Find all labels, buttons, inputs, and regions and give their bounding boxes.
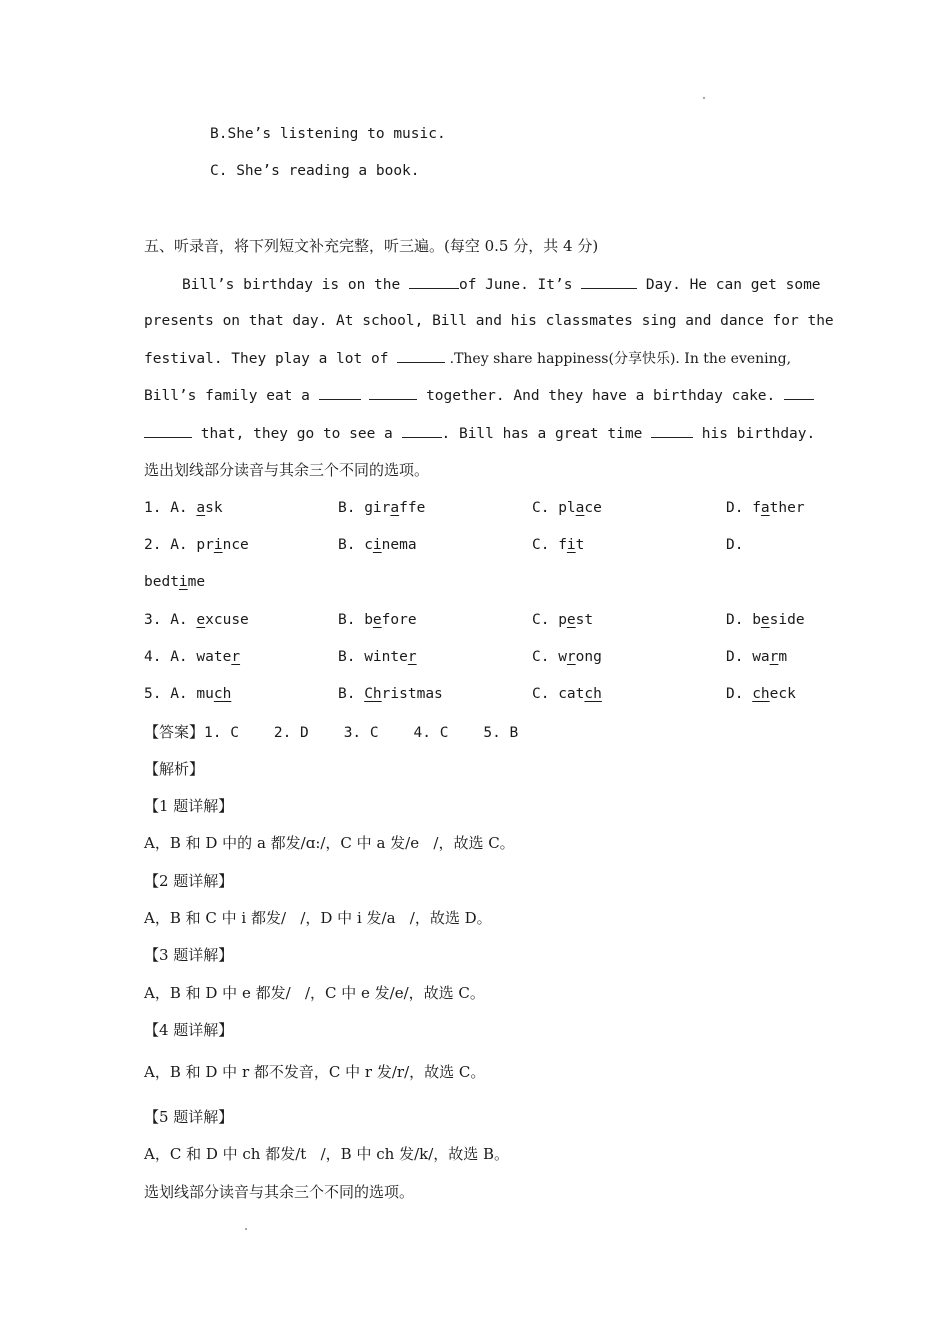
word-part: ce — [584, 500, 602, 516]
blank-7[interactable] — [402, 423, 442, 438]
word-part: C. f — [532, 537, 567, 553]
word-part: D. wa — [726, 649, 770, 665]
word-part: C. pl — [532, 500, 576, 516]
answer-line — [144, 722, 518, 743]
underlined-letters: e — [760, 612, 770, 628]
word-part: C. w — [532, 649, 567, 665]
underlined-letters: i — [372, 537, 382, 553]
word-part: eck — [769, 686, 796, 702]
word-part: wate — [196, 649, 232, 665]
answer-items: 1. C 2. D 3. C 4. C 5. B — [204, 725, 519, 741]
option-c-text: C. She’s reading a book. — [210, 163, 420, 179]
detail-title-3: 【3 题详解】 — [144, 946, 234, 964]
blank-6b[interactable] — [144, 423, 192, 438]
passage-text: festival. They play a lot of — [144, 351, 398, 367]
passage-text: .They share happiness(分享快乐). In the evening, — [445, 351, 792, 367]
section5-heading: 五、听录音，将下列短文补充完整，听三遍。(每空 0.5 分，共 4 分) — [144, 237, 599, 255]
underlined-letters: r — [769, 649, 779, 665]
word-part: me — [187, 574, 206, 590]
question-1-option-c — [532, 498, 602, 518]
underlined-letters: e — [196, 612, 206, 628]
blank-5[interactable] — [369, 385, 417, 400]
analysis-label: 【解析】 — [144, 760, 205, 778]
question-4-option-c — [532, 647, 602, 667]
question-1-option-a — [144, 498, 223, 518]
question-2-option-a — [144, 535, 249, 555]
word-part: C. cat — [532, 686, 585, 702]
blank-8[interactable] — [651, 423, 693, 438]
word-part: ther — [769, 500, 805, 516]
passage-line-3 — [144, 348, 791, 369]
question-2-option-d — [726, 535, 743, 555]
detail-title-1: 【1 题详解】 — [144, 797, 234, 815]
page-dot-top — [703, 97, 705, 99]
underlined-letters: r — [407, 649, 417, 665]
question-number: 3. A. — [144, 612, 188, 628]
question-number: 1. A. — [144, 500, 188, 516]
word-part: B. winte — [338, 649, 408, 665]
passage-text: together. And they have a birthday cake. — [417, 388, 784, 404]
word-part: B. gir — [338, 500, 391, 516]
underlined-letters: i — [213, 537, 223, 553]
passage-line-4 — [144, 385, 814, 406]
question-3-option-b — [338, 610, 417, 630]
underlined-letters: r — [231, 649, 241, 665]
phonics-intro: 选出划线部分读音与其余三个不同的选项。 — [144, 461, 430, 479]
detail-text-5: A，C 和 D 中 ch 都发/t /，B 中 ch 发/k/，故选 B。 — [144, 1145, 510, 1163]
detail-text-4: A，B 和 D 中 r 都不发音，C 中 r 发/r/，故选 C。 — [144, 1063, 486, 1081]
word-part: ffe — [399, 500, 426, 516]
word-part: sk — [205, 500, 223, 516]
question-2-option-d-wrap — [144, 572, 205, 592]
underlined-letters: a — [760, 500, 770, 516]
question-1-option-b — [338, 498, 425, 518]
detail-title-5: 【5 题详解】 — [144, 1108, 234, 1126]
question-3-option-c — [532, 610, 593, 630]
underlined-letters: ch — [752, 686, 770, 702]
detail-title-2: 【2 题详解】 — [144, 872, 234, 890]
blank-4[interactable] — [319, 385, 361, 400]
question-1-option-d — [726, 498, 805, 518]
underlined-letters: r — [566, 649, 576, 665]
question-5-option-c — [532, 684, 602, 704]
word-part: D. — [726, 537, 744, 553]
word-part: mu — [196, 686, 214, 702]
word-part: D. b — [726, 612, 761, 628]
word-part: fore — [381, 612, 417, 628]
blank-1[interactable] — [409, 274, 459, 289]
underlined-letters: a — [196, 500, 206, 516]
blank-6a[interactable] — [784, 385, 814, 400]
word-part: ong — [575, 649, 602, 665]
option-b-text: B.She’s listening to music. — [210, 126, 446, 142]
page-dot-bottom — [245, 1228, 247, 1230]
passage-text: Day. He can get some — [637, 277, 821, 293]
question-4-option-d — [726, 647, 787, 667]
passage-text: Bill’s family eat a — [144, 388, 319, 404]
passage-line-2: presents on that day. At school, Bill and his classmates sing and dance for the — [144, 313, 834, 329]
word-part: xcuse — [205, 612, 249, 628]
word-part: side — [769, 612, 805, 628]
underlined-letters: ch — [213, 686, 232, 702]
word-part: ristmas — [381, 686, 443, 702]
word-part: B. b — [338, 612, 373, 628]
answer-label: 【答案】 — [144, 723, 205, 741]
word-part: st — [575, 612, 594, 628]
word-part: C. p — [532, 612, 567, 628]
detail-text-3: A，B 和 D 中 e 都发/ /，C 中 e 发/e/，故选 C。 — [144, 984, 485, 1002]
underlined-letters: e — [372, 612, 382, 628]
question-4-option-b — [338, 647, 417, 667]
word-part: pr — [196, 537, 214, 553]
word-part: nce — [222, 537, 249, 553]
passage-text: his birthday. — [693, 426, 816, 442]
question-5-option-a — [144, 684, 231, 704]
detail-text-1: A，B 和 D 中的 a 都发/ɑ:/，C 中 a 发/e /，故选 C。 — [144, 834, 515, 852]
question-5-option-b — [338, 684, 443, 704]
underlined-letters: Ch — [364, 686, 382, 702]
underlined-letters: i — [178, 574, 188, 590]
question-2-option-c — [532, 535, 584, 555]
passage-text: Bill’s birthday is on the — [182, 277, 409, 293]
word-part: D. f — [726, 500, 761, 516]
footer-line: 选划线部分读音与其余三个不同的选项。 — [144, 1183, 415, 1201]
passage-text: . Bill has a great time — [441, 426, 652, 442]
question-number: 5. A. — [144, 686, 188, 702]
question-3-option-d — [726, 610, 805, 630]
blank-3[interactable] — [397, 348, 445, 363]
passage-text: that, they go to see a — [192, 426, 402, 442]
word-part: m — [778, 649, 788, 665]
word-part: B. c — [338, 537, 373, 553]
passage-line-1 — [182, 274, 821, 295]
question-4-option-a — [144, 647, 240, 667]
underlined-letters: a — [575, 500, 585, 516]
underlined-letters: ch — [584, 686, 602, 702]
detail-text-2: A，B 和 C 中 i 都发/ /，D 中 i 发/a /，故选 D。 — [144, 909, 492, 927]
passage-line-5 — [144, 423, 815, 444]
word-part: D. — [726, 686, 753, 702]
underlined-letters: i — [566, 537, 576, 553]
detail-title-4: 【4 题详解】 — [144, 1021, 234, 1039]
word-part: t — [575, 537, 585, 553]
question-3-option-a — [144, 610, 249, 630]
word-part: B. — [338, 686, 365, 702]
question-2-option-b — [338, 535, 417, 555]
word-part: nema — [381, 537, 417, 553]
passage-text: of June. It’s — [458, 277, 582, 293]
underlined-letters: e — [566, 612, 576, 628]
underlined-letters: a — [390, 500, 400, 516]
question-number: 2. A. — [144, 537, 188, 553]
question-number: 4. A. — [144, 649, 188, 665]
question-5-option-d — [726, 684, 796, 704]
blank-2[interactable] — [581, 274, 637, 289]
word-part: bedt — [144, 574, 179, 590]
